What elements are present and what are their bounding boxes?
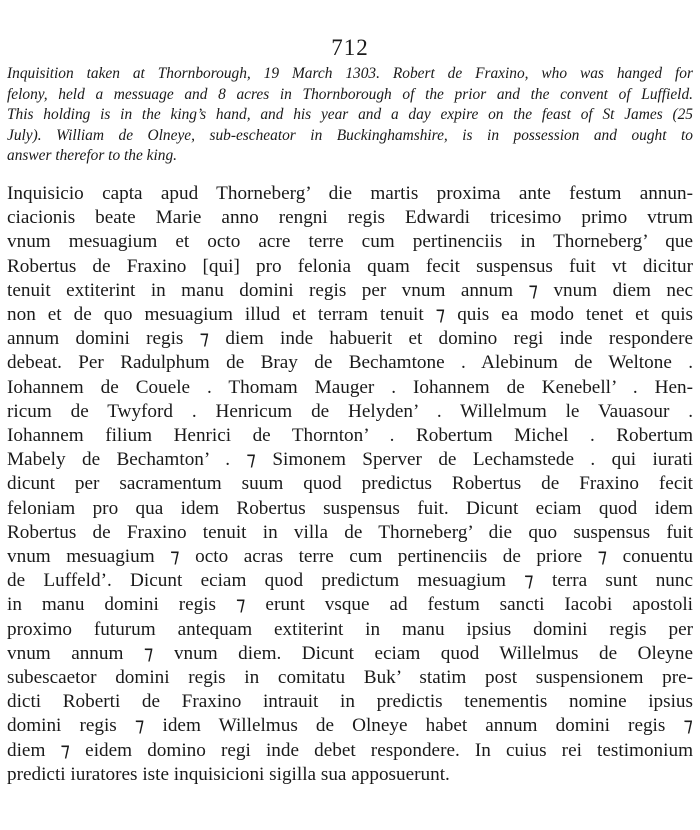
body-line: in manu domini regis ⁊ erunt vsque ad festum sancti Iacobi apostoli [7,594,693,616]
summary-line: July). William de Olneye, sub-escheator in Buckinghamshire, is in possession and ought to [7,126,693,144]
english-summary [7,64,693,167]
latin-body-text [7,182,693,787]
body-line: Iohannem de Couele . Thomam Mauger . Iohannem de Kenebell’ . Hen- [7,376,693,398]
summary-line: Inquisition taken at Thornborough, 19 March 1303. Robert de Fraxino, who was hanged for [7,65,693,82]
body-line: Mabely de Bechamton’ . ⁊ Simonem Sperver de Lechamstede . qui iurati [7,449,693,471]
body-line: dicunt per sacramentum suum quod predictus Robertus de Fraxino fecit [7,473,693,495]
summary-line: answer therefor to the king. [7,147,177,165]
body-line: tenuit extiterint in manu domini regis per vnum annum ⁊ vnum diem nec [7,279,693,301]
body-line: subescaetor domini regis in comitatu Buk’ statim post suspensionem pre- [7,667,693,689]
summary-line: This holding is in the king’s hand, and his year and a day expire on the feast of St James (25 [7,106,693,124]
body-line: diem ⁊ eidem domino regi inde debet respondere. In cuius rei testimonium [7,739,693,761]
summary-line: felony, held a messuage and 8 acres in Thornborough of the prior and the convent of Luffield. [7,85,693,103]
body-line: Iohannem filium Henrici de Thornton’ . Robertum Michel . Robertum [7,425,693,446]
body-line: annum domini regis ⁊ diem inde habuerit et domino regi inde respondere [7,328,693,350]
body-line: debeat. Per Radulphum de Bray de Bechamtone . Alebinum de Weltone . [7,352,693,374]
body-line: vnum mesuagium ⁊ octo acras terre cum pertinenciis de priore ⁊ conuentu [7,546,693,568]
body-line: ciacionis beate Marie anno rengni regis Edwardi tricesimo primo vtrum [7,207,693,229]
body-line: non et de quo mesuagium illud et terram tenuit ⁊ quis ea modo tenet et quis [7,303,693,325]
body-line: dicti Roberti de Fraxino intrauit in predictis tenementis nomine ipsius [7,691,693,713]
body-line: proximo futurum antequam extiterint in manu ipsius domini regis per [7,618,693,640]
body-line: vnum mesuagium et octo acre terre cum pertinenciis in Thorneberg’ que [7,231,693,253]
document-page [7,34,693,787]
body-line: vnum annum ⁊ vnum diem. Dicunt eciam quod Willelmus de Oleyne [7,642,693,664]
body-line: de Luffeld’. Dicunt eciam quod predictum mesuagium ⁊ terra sunt nunc [7,570,693,592]
body-line: Robertus de Fraxino tenuit in villa de Thorneberg’ die quo suspensus fuit [7,521,693,543]
entry-number: 712 [331,35,369,60]
body-line: Robertus de Fraxino [qui] pro felonia quam fecit suspensus fuit vt dicitur [7,255,693,277]
body-line: predicti iuratores iste inquisicioni sigilla sua apposuerunt. [7,763,450,785]
body-line: Inquisicio capta apud Thorneberg’ die martis proxima ante festum annun- [7,182,693,204]
body-line: domini regis ⁊ idem Willelmus de Olneye habet annum domini regis ⁊ [7,715,693,737]
body-line: ricum de Twyford . Henricum de Helyden’ . Willelmum le Vauasour . [7,400,693,422]
body-line: feloniam pro qua idem Robertus suspensus fuit. Dicunt eciam quod idem [7,497,693,519]
